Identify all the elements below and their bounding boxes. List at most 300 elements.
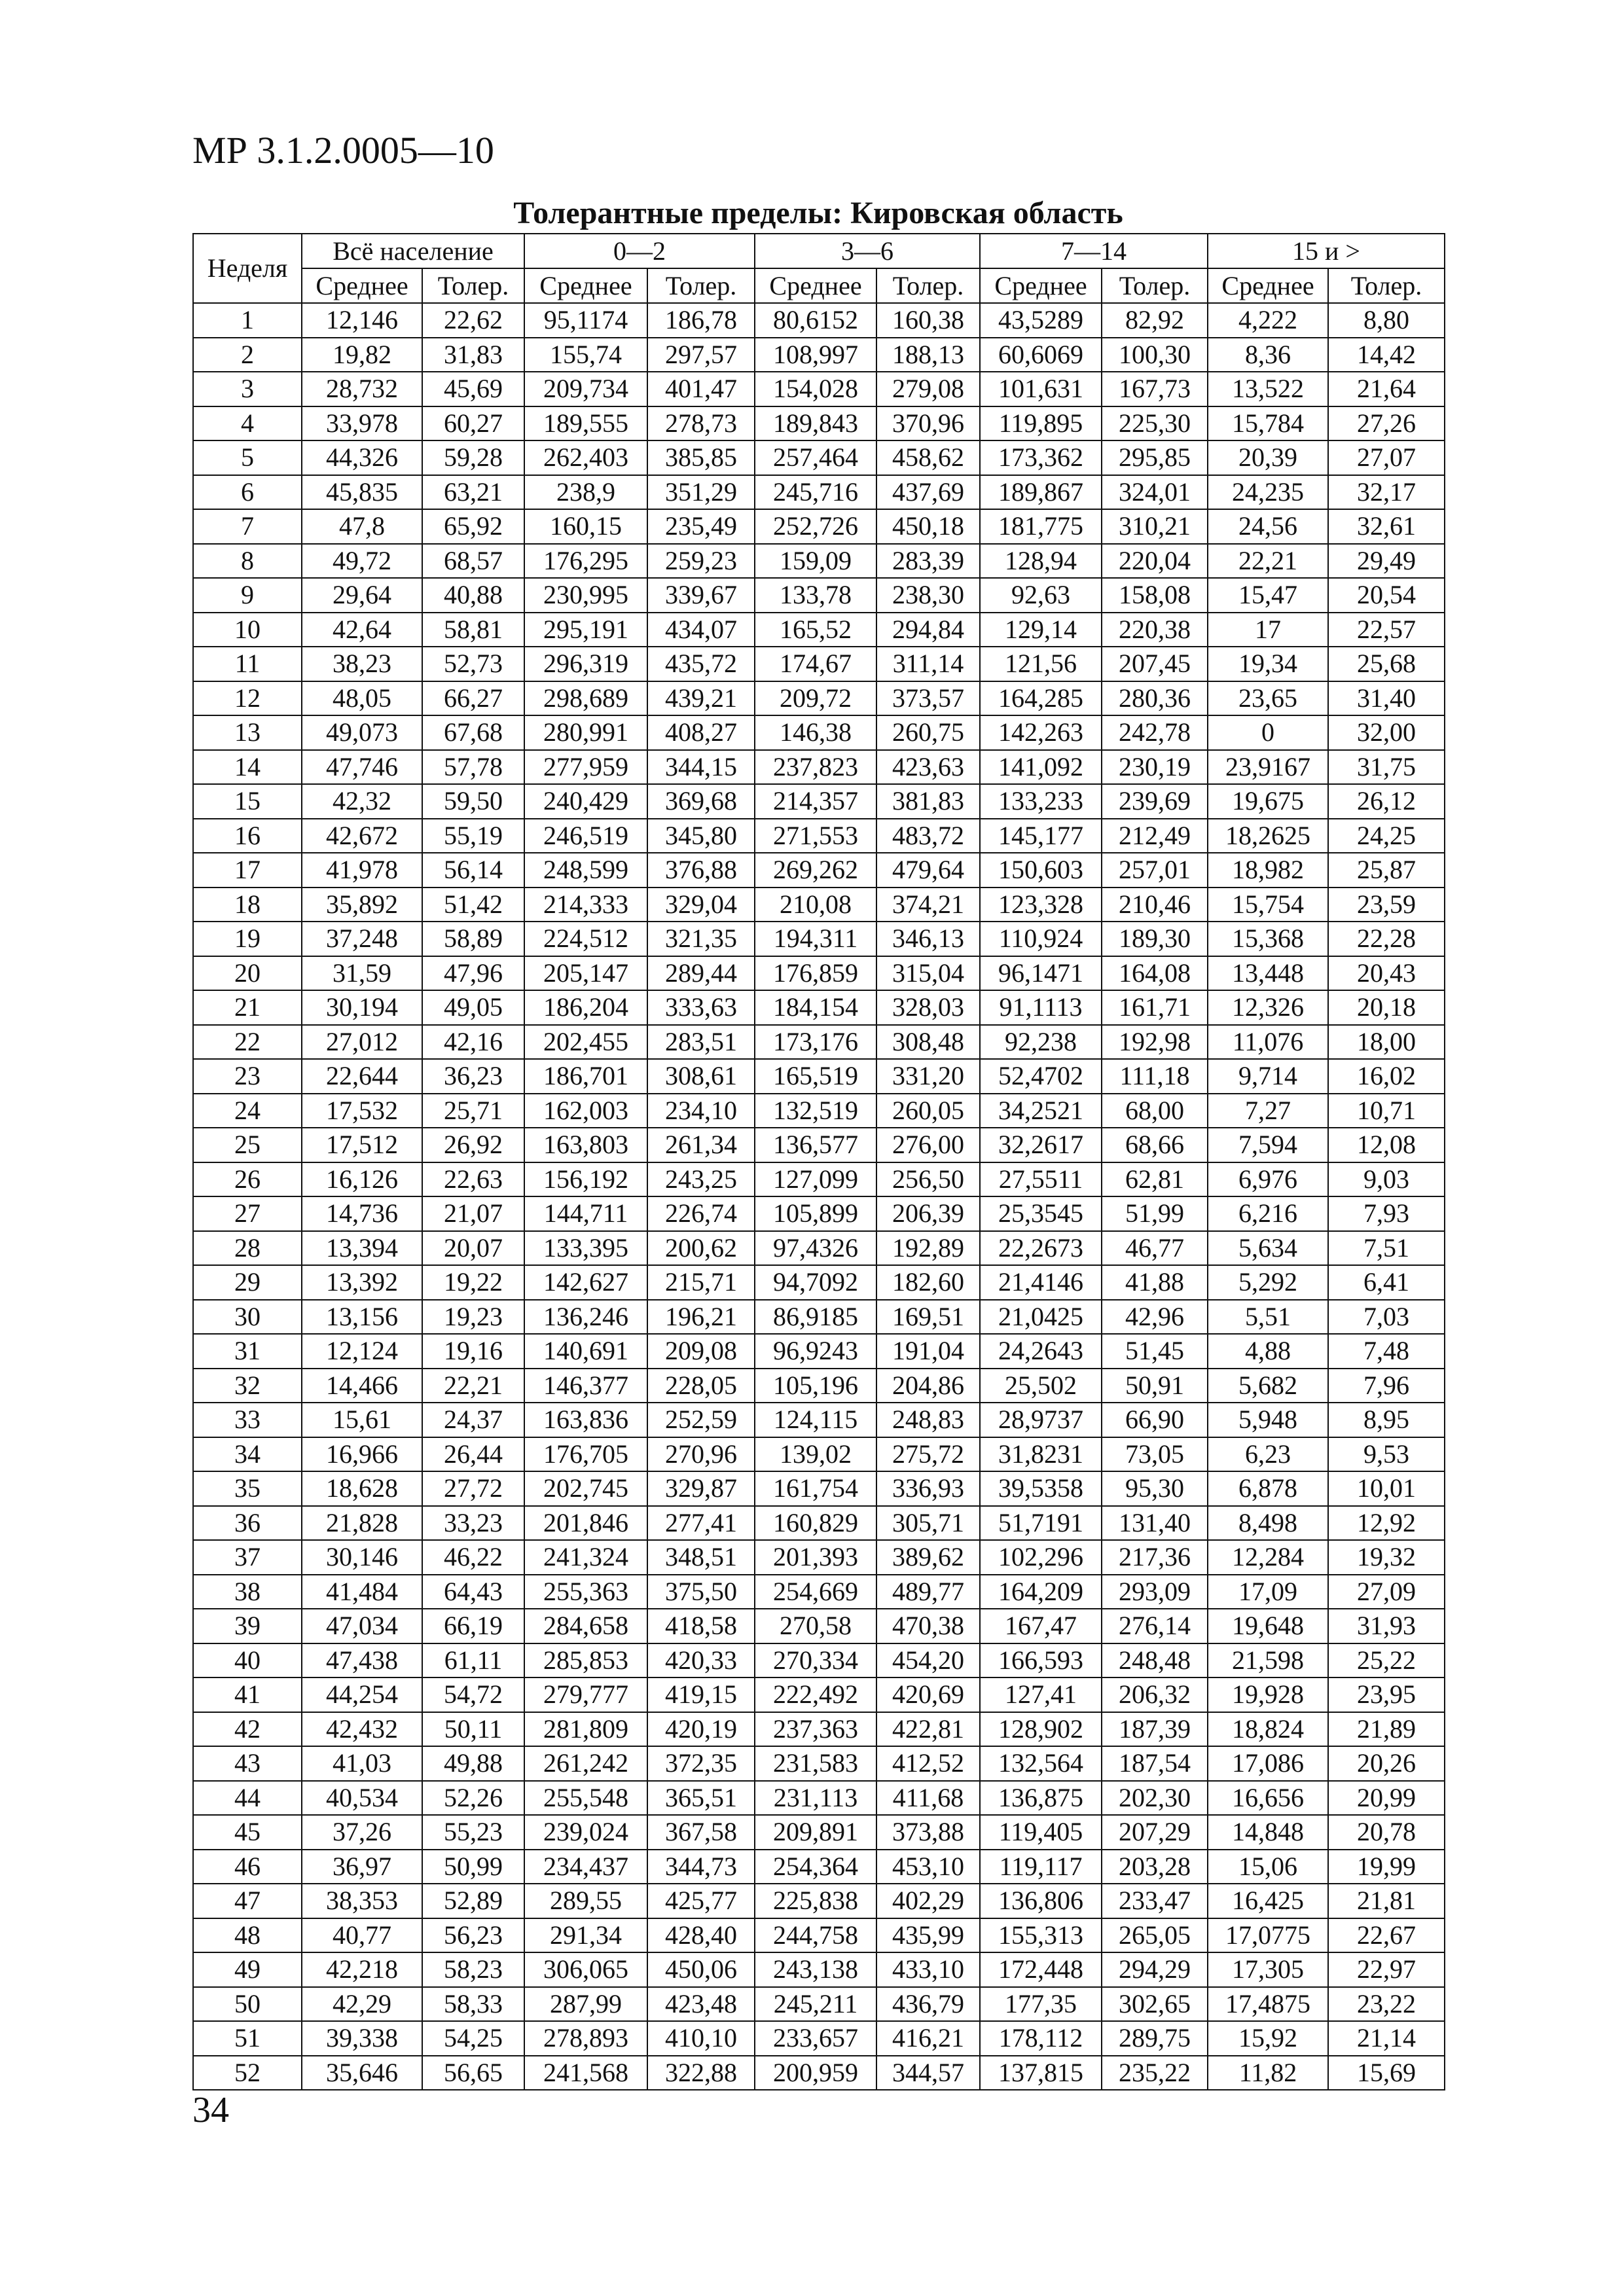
table-cell: 31,83 [422, 338, 524, 372]
table-row [193, 544, 1445, 579]
table-cell: 15,47 [1208, 578, 1328, 613]
table-cell: 22,644 [302, 1059, 422, 1094]
week-number-cell: 13 [193, 715, 302, 750]
table-cell: 8,80 [1328, 303, 1445, 338]
table-row [193, 1540, 1445, 1575]
table-cell: 165,52 [755, 613, 876, 647]
week-number-cell: 48 [193, 1918, 302, 1953]
table-cell: 4,88 [1208, 1334, 1328, 1369]
table-row [193, 509, 1445, 544]
table-cell: 245,211 [755, 1987, 876, 2022]
table-cell: 32,2617 [980, 1128, 1102, 1162]
table-cell: 57,78 [422, 750, 524, 785]
table-cell: 5,51 [1208, 1300, 1328, 1335]
table-cell: 200,959 [755, 2056, 876, 2090]
table-cell: 241,324 [524, 1540, 647, 1575]
table-cell: 41,484 [302, 1575, 422, 1609]
table-cell: 435,99 [876, 1918, 980, 1953]
table-cell: 161,754 [755, 1471, 876, 1506]
table-cell: 5,292 [1208, 1265, 1328, 1300]
table-cell: 225,838 [755, 1884, 876, 1918]
table-cell: 298,689 [524, 681, 647, 716]
table-cell: 51,99 [1102, 1196, 1208, 1231]
table-cell: 336,93 [876, 1471, 980, 1506]
table-cell: 136,577 [755, 1128, 876, 1162]
table-cell: 230,19 [1102, 750, 1208, 785]
table-cell: 191,04 [876, 1334, 980, 1369]
table-cell: 36,23 [422, 1059, 524, 1094]
week-number-cell: 1 [193, 303, 302, 338]
table-cell: 19,99 [1328, 1850, 1445, 1884]
table-cell: 328,03 [876, 990, 980, 1025]
table-row [193, 1196, 1445, 1231]
table-cell: 186,78 [647, 303, 755, 338]
table-cell: 7,594 [1208, 1128, 1328, 1162]
table-cell: 224,512 [524, 922, 647, 956]
table-cell: 173,362 [980, 440, 1102, 475]
week-number-cell: 5 [193, 440, 302, 475]
table-cell: 200,62 [647, 1231, 755, 1266]
table-row [193, 990, 1445, 1025]
table-cell: 22,67 [1328, 1918, 1445, 1953]
table-cell: 248,599 [524, 853, 647, 888]
table-cell: 19,32 [1328, 1540, 1445, 1575]
table-cell: 479,64 [876, 853, 980, 888]
table-row [193, 1025, 1445, 1060]
subheader-mean: Среднее [1208, 268, 1328, 303]
table-cell: 17,532 [302, 1094, 422, 1128]
table-cell: 209,891 [755, 1815, 876, 1850]
table-row [193, 922, 1445, 956]
table-cell: 252,59 [647, 1403, 755, 1437]
table-cell: 58,23 [422, 1952, 524, 1987]
table-cell: 289,75 [1102, 2021, 1208, 2056]
table-row [193, 1884, 1445, 1918]
table-cell: 189,843 [755, 406, 876, 441]
table-cell: 202,30 [1102, 1781, 1208, 1816]
table-cell: 289,55 [524, 1884, 647, 1918]
table-row [193, 406, 1445, 441]
table-cell: 207,45 [1102, 647, 1208, 681]
table-cell: 119,117 [980, 1850, 1102, 1884]
table-cell: 277,41 [647, 1506, 755, 1541]
table-cell: 54,72 [422, 1677, 524, 1712]
table-cell: 52,4702 [980, 1059, 1102, 1094]
table-cell: 21,598 [1208, 1643, 1328, 1678]
table-cell: 24,37 [422, 1403, 524, 1437]
table-header-row-subheaders [193, 268, 1445, 303]
week-number-cell: 46 [193, 1850, 302, 1884]
table-row [193, 647, 1445, 681]
table-row [193, 681, 1445, 716]
table-cell: 4,222 [1208, 303, 1328, 338]
table-cell: 186,701 [524, 1059, 647, 1094]
table-cell: 35,646 [302, 2056, 422, 2090]
table-cell: 239,69 [1102, 784, 1208, 819]
table-cell: 45,835 [302, 475, 422, 510]
table-cell: 26,12 [1328, 784, 1445, 819]
week-number-cell: 50 [193, 1987, 302, 2022]
table-cell: 18,00 [1328, 1025, 1445, 1060]
table-cell: 293,09 [1102, 1575, 1208, 1609]
table-cell: 34,2521 [980, 1094, 1102, 1128]
table-cell: 19,928 [1208, 1677, 1328, 1712]
table-row [193, 2056, 1445, 2090]
table-cell: 256,50 [876, 1162, 980, 1197]
table-cell: 20,18 [1328, 990, 1445, 1025]
table-cell: 215,71 [647, 1265, 755, 1300]
table-cell: 302,65 [1102, 1987, 1208, 2022]
table-cell: 139,02 [755, 1437, 876, 1472]
table-row [193, 1506, 1445, 1541]
table-cell: 30,194 [302, 990, 422, 1025]
table-row [193, 1781, 1445, 1816]
table-cell: 381,83 [876, 784, 980, 819]
table-cell: 297,57 [647, 338, 755, 372]
week-number-cell: 51 [193, 2021, 302, 2056]
table-cell: 29,49 [1328, 544, 1445, 579]
table-cell: 408,27 [647, 715, 755, 750]
table-cell: 254,364 [755, 1850, 876, 1884]
table-cell: 192,89 [876, 1231, 980, 1266]
table-cell: 420,19 [647, 1712, 755, 1747]
table-cell: 276,00 [876, 1128, 980, 1162]
week-number-cell: 22 [193, 1025, 302, 1060]
table-cell: 295,85 [1102, 440, 1208, 475]
table-cell: 58,89 [422, 922, 524, 956]
week-number-cell: 10 [193, 613, 302, 647]
table-cell: 14,466 [302, 1369, 422, 1403]
table-cell: 146,377 [524, 1369, 647, 1403]
table-row [193, 1609, 1445, 1643]
table-cell: 14,42 [1328, 338, 1445, 372]
table-cell: 96,1471 [980, 956, 1102, 991]
table-cell: 269,262 [755, 853, 876, 888]
table-cell: 47,034 [302, 1609, 422, 1643]
table-row [193, 1437, 1445, 1472]
table-cell: 344,57 [876, 2056, 980, 2090]
week-number-cell: 18 [193, 888, 302, 922]
table-cell: 419,15 [647, 1677, 755, 1712]
table-row [193, 1334, 1445, 1369]
table-cell: 12,284 [1208, 1540, 1328, 1575]
table-cell: 42,432 [302, 1712, 422, 1747]
table-cell: 51,7191 [980, 1506, 1102, 1541]
table-row [193, 956, 1445, 991]
table-cell: 7,27 [1208, 1094, 1328, 1128]
week-number-cell: 39 [193, 1609, 302, 1643]
week-number-cell: 25 [193, 1128, 302, 1162]
table-cell: 38,353 [302, 1884, 422, 1918]
subheader-mean: Среднее [302, 268, 422, 303]
table-cell: 348,51 [647, 1540, 755, 1575]
table-cell: 37,248 [302, 922, 422, 956]
table-cell: 45,69 [422, 372, 524, 406]
table-cell: 49,05 [422, 990, 524, 1025]
week-number-cell: 27 [193, 1196, 302, 1231]
table-cell: 373,88 [876, 1815, 980, 1850]
table-cell: 174,67 [755, 647, 876, 681]
table-row [193, 750, 1445, 785]
table-cell: 172,448 [980, 1952, 1102, 1987]
table-cell: 20,07 [422, 1231, 524, 1266]
table-cell: 226,74 [647, 1196, 755, 1231]
table-cell: 324,01 [1102, 475, 1208, 510]
table-row [193, 1059, 1445, 1094]
table-cell: 141,092 [980, 750, 1102, 785]
table-cell: 6,976 [1208, 1162, 1328, 1197]
table-cell: 291,34 [524, 1918, 647, 1953]
table-cell: 238,30 [876, 578, 980, 613]
table-cell: 68,00 [1102, 1094, 1208, 1128]
table-row [193, 613, 1445, 647]
table-cell: 19,648 [1208, 1609, 1328, 1643]
week-number-cell: 17 [193, 853, 302, 888]
table-cell: 49,72 [302, 544, 422, 579]
table-cell: 55,19 [422, 819, 524, 853]
table-cell: 279,08 [876, 372, 980, 406]
table-cell: 204,86 [876, 1369, 980, 1403]
table-cell: 176,859 [755, 956, 876, 991]
table-cell: 231,113 [755, 1781, 876, 1816]
table-cell: 156,192 [524, 1162, 647, 1197]
table-cell: 26,92 [422, 1128, 524, 1162]
table-cell: 187,54 [1102, 1746, 1208, 1781]
week-number-cell: 32 [193, 1369, 302, 1403]
table-cell: 194,311 [755, 922, 876, 956]
table-cell: 230,995 [524, 578, 647, 613]
table-cell: 61,11 [422, 1643, 524, 1678]
table-cell: 7,48 [1328, 1334, 1445, 1369]
table-cell: 18,982 [1208, 853, 1328, 888]
table-row [193, 1471, 1445, 1506]
table-cell: 127,099 [755, 1162, 876, 1197]
table-cell: 17,09 [1208, 1575, 1328, 1609]
table-cell: 344,73 [647, 1850, 755, 1884]
table-cell: 242,78 [1102, 715, 1208, 750]
table-cell: 25,22 [1328, 1643, 1445, 1678]
week-number-cell: 31 [193, 1334, 302, 1369]
table-cell: 214,333 [524, 888, 647, 922]
table-cell: 209,72 [755, 681, 876, 716]
table-cell: 46,22 [422, 1540, 524, 1575]
table-cell: 331,20 [876, 1059, 980, 1094]
table-cell: 21,89 [1328, 1712, 1445, 1747]
table-cell: 254,669 [755, 1575, 876, 1609]
week-number-cell: 3 [193, 372, 302, 406]
table-cell: 164,285 [980, 681, 1102, 716]
table-row [193, 1403, 1445, 1437]
table-cell: 13,392 [302, 1265, 422, 1300]
table-cell: 33,23 [422, 1506, 524, 1541]
table-cell: 243,138 [755, 1952, 876, 1987]
table-cell: 209,734 [524, 372, 647, 406]
table-cell: 220,38 [1102, 613, 1208, 647]
table-cell: 31,93 [1328, 1609, 1445, 1643]
table-row [193, 1128, 1445, 1162]
table-cell: 277,959 [524, 750, 647, 785]
table-cell: 119,405 [980, 1815, 1102, 1850]
week-number-cell: 11 [193, 647, 302, 681]
table-cell: 281,809 [524, 1712, 647, 1747]
table-cell: 27,72 [422, 1471, 524, 1506]
table-cell: 124,115 [755, 1403, 876, 1437]
table-cell: 210,08 [755, 888, 876, 922]
table-cell: 306,065 [524, 1952, 647, 1987]
week-number-cell: 41 [193, 1677, 302, 1712]
table-cell: 14,848 [1208, 1815, 1328, 1850]
table-cell: 184,154 [755, 990, 876, 1025]
table-cell: 67,68 [422, 715, 524, 750]
table-cell: 31,40 [1328, 681, 1445, 716]
table-cell: 351,29 [647, 475, 755, 510]
table-cell: 8,498 [1208, 1506, 1328, 1541]
table-cell: 458,62 [876, 440, 980, 475]
table-cell: 16,656 [1208, 1781, 1328, 1816]
table-cell: 154,028 [755, 372, 876, 406]
table-cell: 11,076 [1208, 1025, 1328, 1060]
table-cell: 22,2673 [980, 1231, 1102, 1266]
table-cell: 365,51 [647, 1781, 755, 1816]
table-cell: 91,1113 [980, 990, 1102, 1025]
table-cell: 238,9 [524, 475, 647, 510]
table-cell: 97,4326 [755, 1231, 876, 1266]
table-cell: 205,147 [524, 956, 647, 991]
table-cell: 41,978 [302, 853, 422, 888]
table-cell: 101,631 [980, 372, 1102, 406]
week-number-cell: 2 [193, 338, 302, 372]
table-cell: 189,555 [524, 406, 647, 441]
week-number-cell: 36 [193, 1506, 302, 1541]
table-cell: 128,902 [980, 1712, 1102, 1747]
table-cell: 21,07 [422, 1196, 524, 1231]
table-cell: 470,38 [876, 1609, 980, 1643]
table-cell: 233,657 [755, 2021, 876, 2056]
table-cell: 425,77 [647, 1884, 755, 1918]
table-cell: 31,75 [1328, 750, 1445, 785]
table-cell: 42,218 [302, 1952, 422, 1987]
table-row [193, 819, 1445, 853]
table-cell: 30,146 [302, 1540, 422, 1575]
table-cell: 271,553 [755, 819, 876, 853]
table-row [193, 1369, 1445, 1403]
table-cell: 344,15 [647, 750, 755, 785]
table-cell: 86,9185 [755, 1300, 876, 1335]
table-cell: 239,024 [524, 1815, 647, 1850]
table-cell: 27,26 [1328, 406, 1445, 441]
table-cell: 19,34 [1208, 647, 1328, 681]
subheader-tolerance: Толер. [422, 268, 524, 303]
table-cell: 333,63 [647, 990, 755, 1025]
table-cell: 66,27 [422, 681, 524, 716]
table-cell: 169,51 [876, 1300, 980, 1335]
table-row [193, 1746, 1445, 1781]
table-cell: 489,77 [876, 1575, 980, 1609]
table-cell: 437,69 [876, 475, 980, 510]
table-cell: 270,58 [755, 1609, 876, 1643]
table-cell: 5,948 [1208, 1403, 1328, 1437]
table-header-row-groups [193, 234, 1445, 268]
table-cell: 19,82 [302, 338, 422, 372]
week-number-cell: 29 [193, 1265, 302, 1300]
table-cell: 31,59 [302, 956, 422, 991]
table-cell: 203,28 [1102, 1850, 1208, 1884]
table-cell: 262,403 [524, 440, 647, 475]
table-cell: 16,126 [302, 1162, 422, 1197]
table-cell: 132,519 [755, 1094, 876, 1128]
table-cell: 483,72 [876, 819, 980, 853]
table-cell: 311,14 [876, 647, 980, 681]
table-cell: 412,52 [876, 1746, 980, 1781]
table-cell: 16,966 [302, 1437, 422, 1472]
table-cell: 96,9243 [755, 1334, 876, 1369]
table-cell: 22,21 [422, 1369, 524, 1403]
table-cell: 374,21 [876, 888, 980, 922]
table-cell: 42,96 [1102, 1300, 1208, 1335]
table-cell: 20,26 [1328, 1746, 1445, 1781]
table-cell: 42,29 [302, 1987, 422, 2022]
table-cell: 15,784 [1208, 406, 1328, 441]
week-number-cell: 38 [193, 1575, 302, 1609]
table-cell: 131,40 [1102, 1506, 1208, 1541]
table-cell: 234,437 [524, 1850, 647, 1884]
table-cell: 283,51 [647, 1025, 755, 1060]
subheader-tolerance: Толер. [1328, 268, 1445, 303]
table-cell: 16,02 [1328, 1059, 1445, 1094]
table-cell: 189,30 [1102, 922, 1208, 956]
table-cell: 207,29 [1102, 1815, 1208, 1850]
table-cell: 385,85 [647, 440, 755, 475]
subheader-tolerance: Толер. [876, 268, 980, 303]
table-row [193, 2021, 1445, 2056]
table-cell: 155,74 [524, 338, 647, 372]
table-row [193, 475, 1445, 510]
table-cell: 49,073 [302, 715, 422, 750]
table-cell: 21,81 [1328, 1884, 1445, 1918]
subheader-mean: Среднее [980, 268, 1102, 303]
table-cell: 105,899 [755, 1196, 876, 1231]
table-cell: 202,455 [524, 1025, 647, 1060]
table-cell: 27,012 [302, 1025, 422, 1060]
table-row [193, 853, 1445, 888]
table-cell: 255,548 [524, 1781, 647, 1816]
table-cell: 16,425 [1208, 1884, 1328, 1918]
table-cell: 27,09 [1328, 1575, 1445, 1609]
table-cell: 7,93 [1328, 1196, 1445, 1231]
table-cell: 8,36 [1208, 338, 1328, 372]
table-cell: 145,177 [980, 819, 1102, 853]
subheader-mean: Среднее [755, 268, 876, 303]
table-cell: 29,64 [302, 578, 422, 613]
table-cell: 20,43 [1328, 956, 1445, 991]
table-cell: 280,36 [1102, 681, 1208, 716]
table-cell: 0 [1208, 715, 1328, 750]
table-cell: 308,48 [876, 1025, 980, 1060]
table-cell: 82,92 [1102, 303, 1208, 338]
week-number-cell: 15 [193, 784, 302, 819]
table-cell: 39,5358 [980, 1471, 1102, 1506]
table-cell: 35,892 [302, 888, 422, 922]
week-number-cell: 7 [193, 509, 302, 544]
table-cell: 20,99 [1328, 1781, 1445, 1816]
table-cell: 20,78 [1328, 1815, 1445, 1850]
table-cell: 27,07 [1328, 440, 1445, 475]
table-cell: 22,63 [422, 1162, 524, 1197]
table-cell: 14,736 [302, 1196, 422, 1231]
week-number-cell: 19 [193, 922, 302, 956]
table-cell: 165,519 [755, 1059, 876, 1094]
table-cell: 428,40 [647, 1918, 755, 1953]
